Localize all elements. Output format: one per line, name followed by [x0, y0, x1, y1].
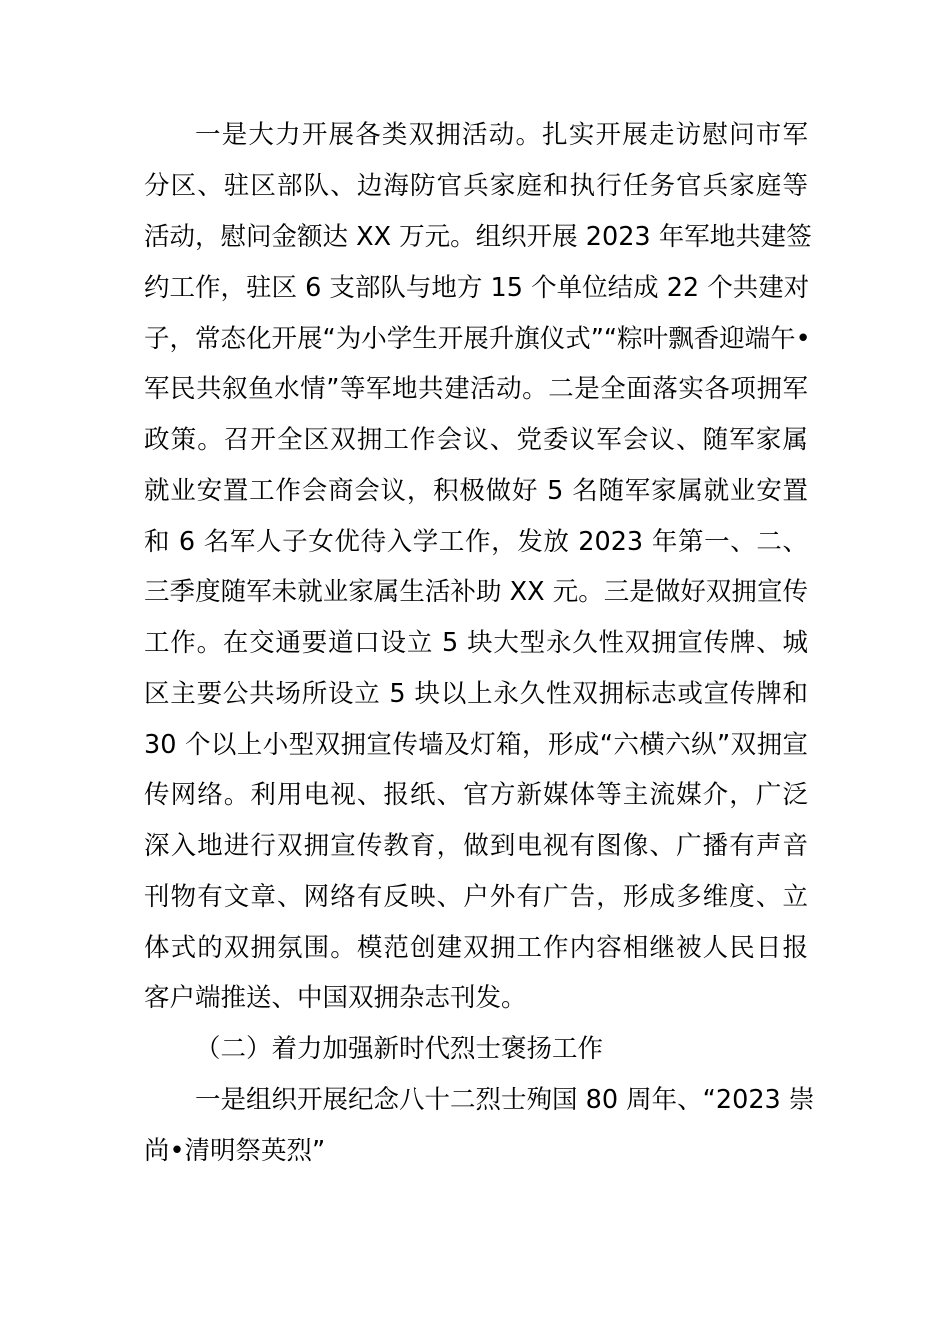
paragraph-line: 尚•清明祭英烈”	[144, 1136, 326, 1166]
paragraph-line: 体式的双拥氛围。模范创建双拥工作内容相继被人民日报	[144, 933, 808, 963]
paragraph-line: 约工作，驻区 6 支部队与地方 15 个单位结成 22 个共建对	[144, 273, 810, 303]
paragraph-line: 就业安置工作会商会议，积极做好 5 名随军家属就业安置	[144, 476, 808, 506]
paragraph-line: 活动，慰问金额达 XX 万元。组织开展 2023 年军地共建签	[144, 222, 812, 252]
paragraph-line: 一是组织开展纪念八十二烈士殉国 80 周年、“2023 崇	[195, 1085, 815, 1115]
paragraph-line: 刊物有文章、网络有反映、户外有广告，形成多维度、立	[144, 882, 808, 912]
paragraph-line: 深入地进行双拥宣传教育，做到电视有图像、广播有声音	[144, 831, 808, 861]
paragraph-line: 和 6 名军人子女优待入学工作，发放 2023 年第一、二、	[144, 527, 808, 557]
paragraph-line: 政策。召开全区双拥工作会议、党委议军会议、随军家属	[144, 425, 808, 455]
paragraph-line: 工作。在交通要道口设立 5 块大型永久性双拥宣传牌、城	[144, 628, 808, 658]
paragraph-line: 30 个以上小型双拥宣传墙及灯箱，形成“六横六纵”双拥宣	[144, 730, 808, 760]
paragraph-line: 军民共叙鱼水情”等军地共建活动。二是全面落实各项拥军	[144, 374, 808, 404]
paragraph-line: 区主要公共场所设立 5 块以上永久性双拥标志或宣传牌和	[144, 679, 808, 709]
paragraph-line: 子，常态化开展“为小学生开展升旗仪式”“粽叶飘香迎端午•	[144, 324, 811, 354]
paragraph-line: 客户端推送、中国双拥杂志刊发。	[144, 983, 527, 1013]
paragraph-line: 分区、驻区部队、边海防官兵家庭和执行任务官兵家庭等	[144, 171, 808, 201]
paragraph-line: 传网络。利用电视、报纸、官方新媒体等主流媒介，广泛	[144, 780, 808, 810]
paragraph-line: 一是大力开展各类双拥活动。扎实开展走访慰问市军	[195, 120, 808, 150]
section-heading: （二）着力加强新时代烈士褒扬工作	[195, 1034, 604, 1064]
paragraph-line: 三季度随军未就业家属生活补助 XX 元。三是做好双拥宣传	[144, 577, 808, 607]
